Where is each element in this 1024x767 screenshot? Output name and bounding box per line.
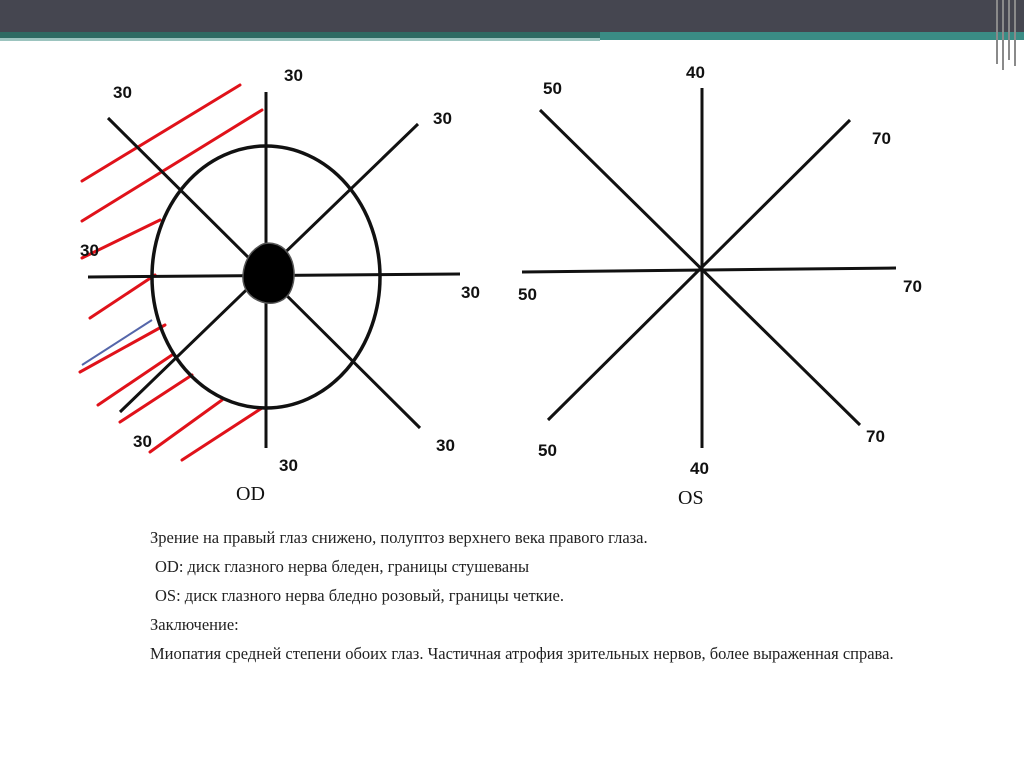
- os-value-bottom-right: 70: [866, 427, 885, 446]
- od-optic-disc: [243, 243, 294, 303]
- od-value-top-left: 30: [113, 83, 132, 102]
- os-value-top-left: 50: [543, 79, 562, 98]
- od-field: [80, 66, 480, 505]
- od-label: OD: [236, 483, 265, 505]
- description-od: OD: диск глазного нерва бледен, границы стушеваны: [155, 557, 530, 576]
- description-block: [150, 528, 930, 673]
- description-os: OS: диск глазного нерва бледно розовый, границы четкие.: [155, 586, 564, 605]
- os-value-right: 70: [903, 277, 922, 296]
- od-value-left: 30: [80, 241, 99, 260]
- od-value-top: 30: [284, 66, 303, 85]
- os-value-top: 40: [686, 63, 705, 82]
- os-meridians: [522, 88, 896, 448]
- conclusion-text: Миопатия средней степени обоих глаз. Частичная атрофия зрительных нервов, более выраженная справа.: [150, 644, 894, 663]
- od-value-right: 30: [461, 283, 480, 302]
- description-line-1: Зрение на правый глаз снижено, полуптоз верхнего века правого глаза.: [150, 528, 648, 547]
- od-value-bottom-right: 30: [436, 436, 455, 455]
- os-field: [518, 63, 922, 509]
- conclusion-label: Заключение:: [150, 615, 239, 634]
- od-value-bottom-left: 30: [133, 432, 152, 451]
- os-value-bottom-left: 50: [538, 441, 557, 460]
- od-value-bottom: 30: [279, 456, 298, 475]
- os-value-left: 50: [518, 285, 537, 304]
- os-label: OS: [678, 487, 704, 509]
- od-value-top-right: 30: [433, 109, 452, 128]
- od-annotation-line: [82, 320, 152, 365]
- os-value-bottom: 40: [690, 459, 709, 478]
- os-value-top-right: 70: [872, 129, 891, 148]
